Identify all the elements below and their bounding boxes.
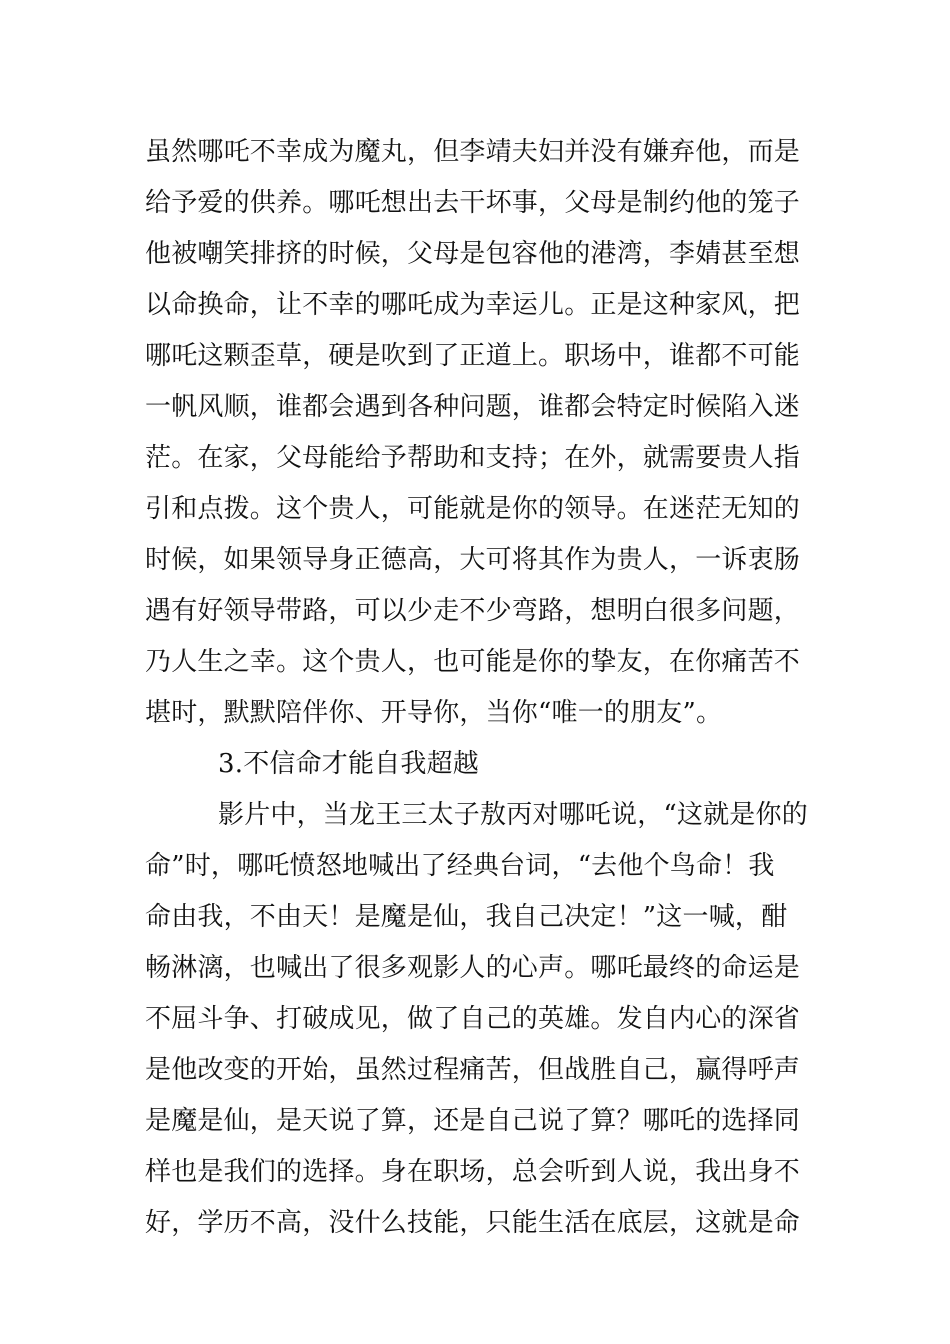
paragraph2-line-8: 样也是我们的选择。身在职场，总会听到人说，我出身不	[145, 1157, 801, 1187]
paragraph-line-9: 时候，如果领导身正德高，大可将其作为贵人，一诉衷肠	[145, 545, 801, 575]
section-heading: 3.不信命才能自我超越	[218, 749, 480, 779]
paragraph2-line-4: 畅淋漓，也喊出了很多观影人的心声。哪吒最终的命运是	[145, 953, 801, 983]
paragraph2-line-6: 是他改变的开始，虽然过程痛苦，但战胜自己，赢得呼声	[145, 1055, 801, 1085]
paragraph2-line-1: 影片中，当龙王三太子敖丙对哪吒说，“这就是你的	[218, 800, 808, 830]
paragraph-line-12: 堪时，默默陪伴你、开导你，当你“唯一的朋友”。	[145, 698, 723, 728]
paragraph-line-4: 以命换命，让不幸的哪吒成为幸运儿。正是这种家风，把	[145, 290, 801, 320]
paragraph-line-3: 他被嘲笑排挤的时候，父母是包容他的港湾，李婧甚至想	[145, 239, 801, 269]
paragraph-line-7: 茫。在家，父母能给予帮助和支持；在外，就需要贵人指	[145, 443, 801, 473]
paragraph-line-10: 遇有好领导带路，可以少走不少弯路，想明白很多问题，	[145, 596, 801, 626]
paragraph2-line-9: 好，学历不高，没什么技能，只能生活在底层，这就是命	[145, 1208, 801, 1238]
paragraph-line-1: 虽然哪吒不幸成为魔丸，但李靖夫妇并没有嫌弃他，而是	[145, 137, 801, 167]
paragraph2-line-3: 命由我，不由天！是魔是仙，我自己决定！”这一喊，酣	[145, 902, 788, 932]
paragraph-line-6: 一帆风顺，谁都会遇到各种问题，谁都会特定时候陷入迷	[145, 392, 801, 422]
paragraph-line-11: 乃人生之幸。这个贵人，也可能是你的挚友，在你痛苦不	[145, 647, 801, 677]
paragraph2-line-5: 不屈斗争、打破成见，做了自己的英雄。发自内心的深省	[145, 1004, 801, 1034]
paragraph2-line-2: 命”时，哪吒愤怒地喊出了经典台词，“去他个鸟命！我	[145, 851, 775, 881]
paragraph2-line-7: 是魔是仙，是天说了算，还是自己说了算？哪吒的选择同	[145, 1106, 801, 1136]
paragraph-line-8: 引和点拨。这个贵人，可能就是你的领导。在迷茫无知的	[145, 494, 801, 524]
paragraph-line-2: 给予爱的供养。哪吒想出去干坏事，父母是制约他的笼子	[145, 188, 801, 218]
paragraph-line-5: 哪吒这颗歪草，硬是吹到了正道上。职场中，谁都不可能	[145, 341, 801, 371]
